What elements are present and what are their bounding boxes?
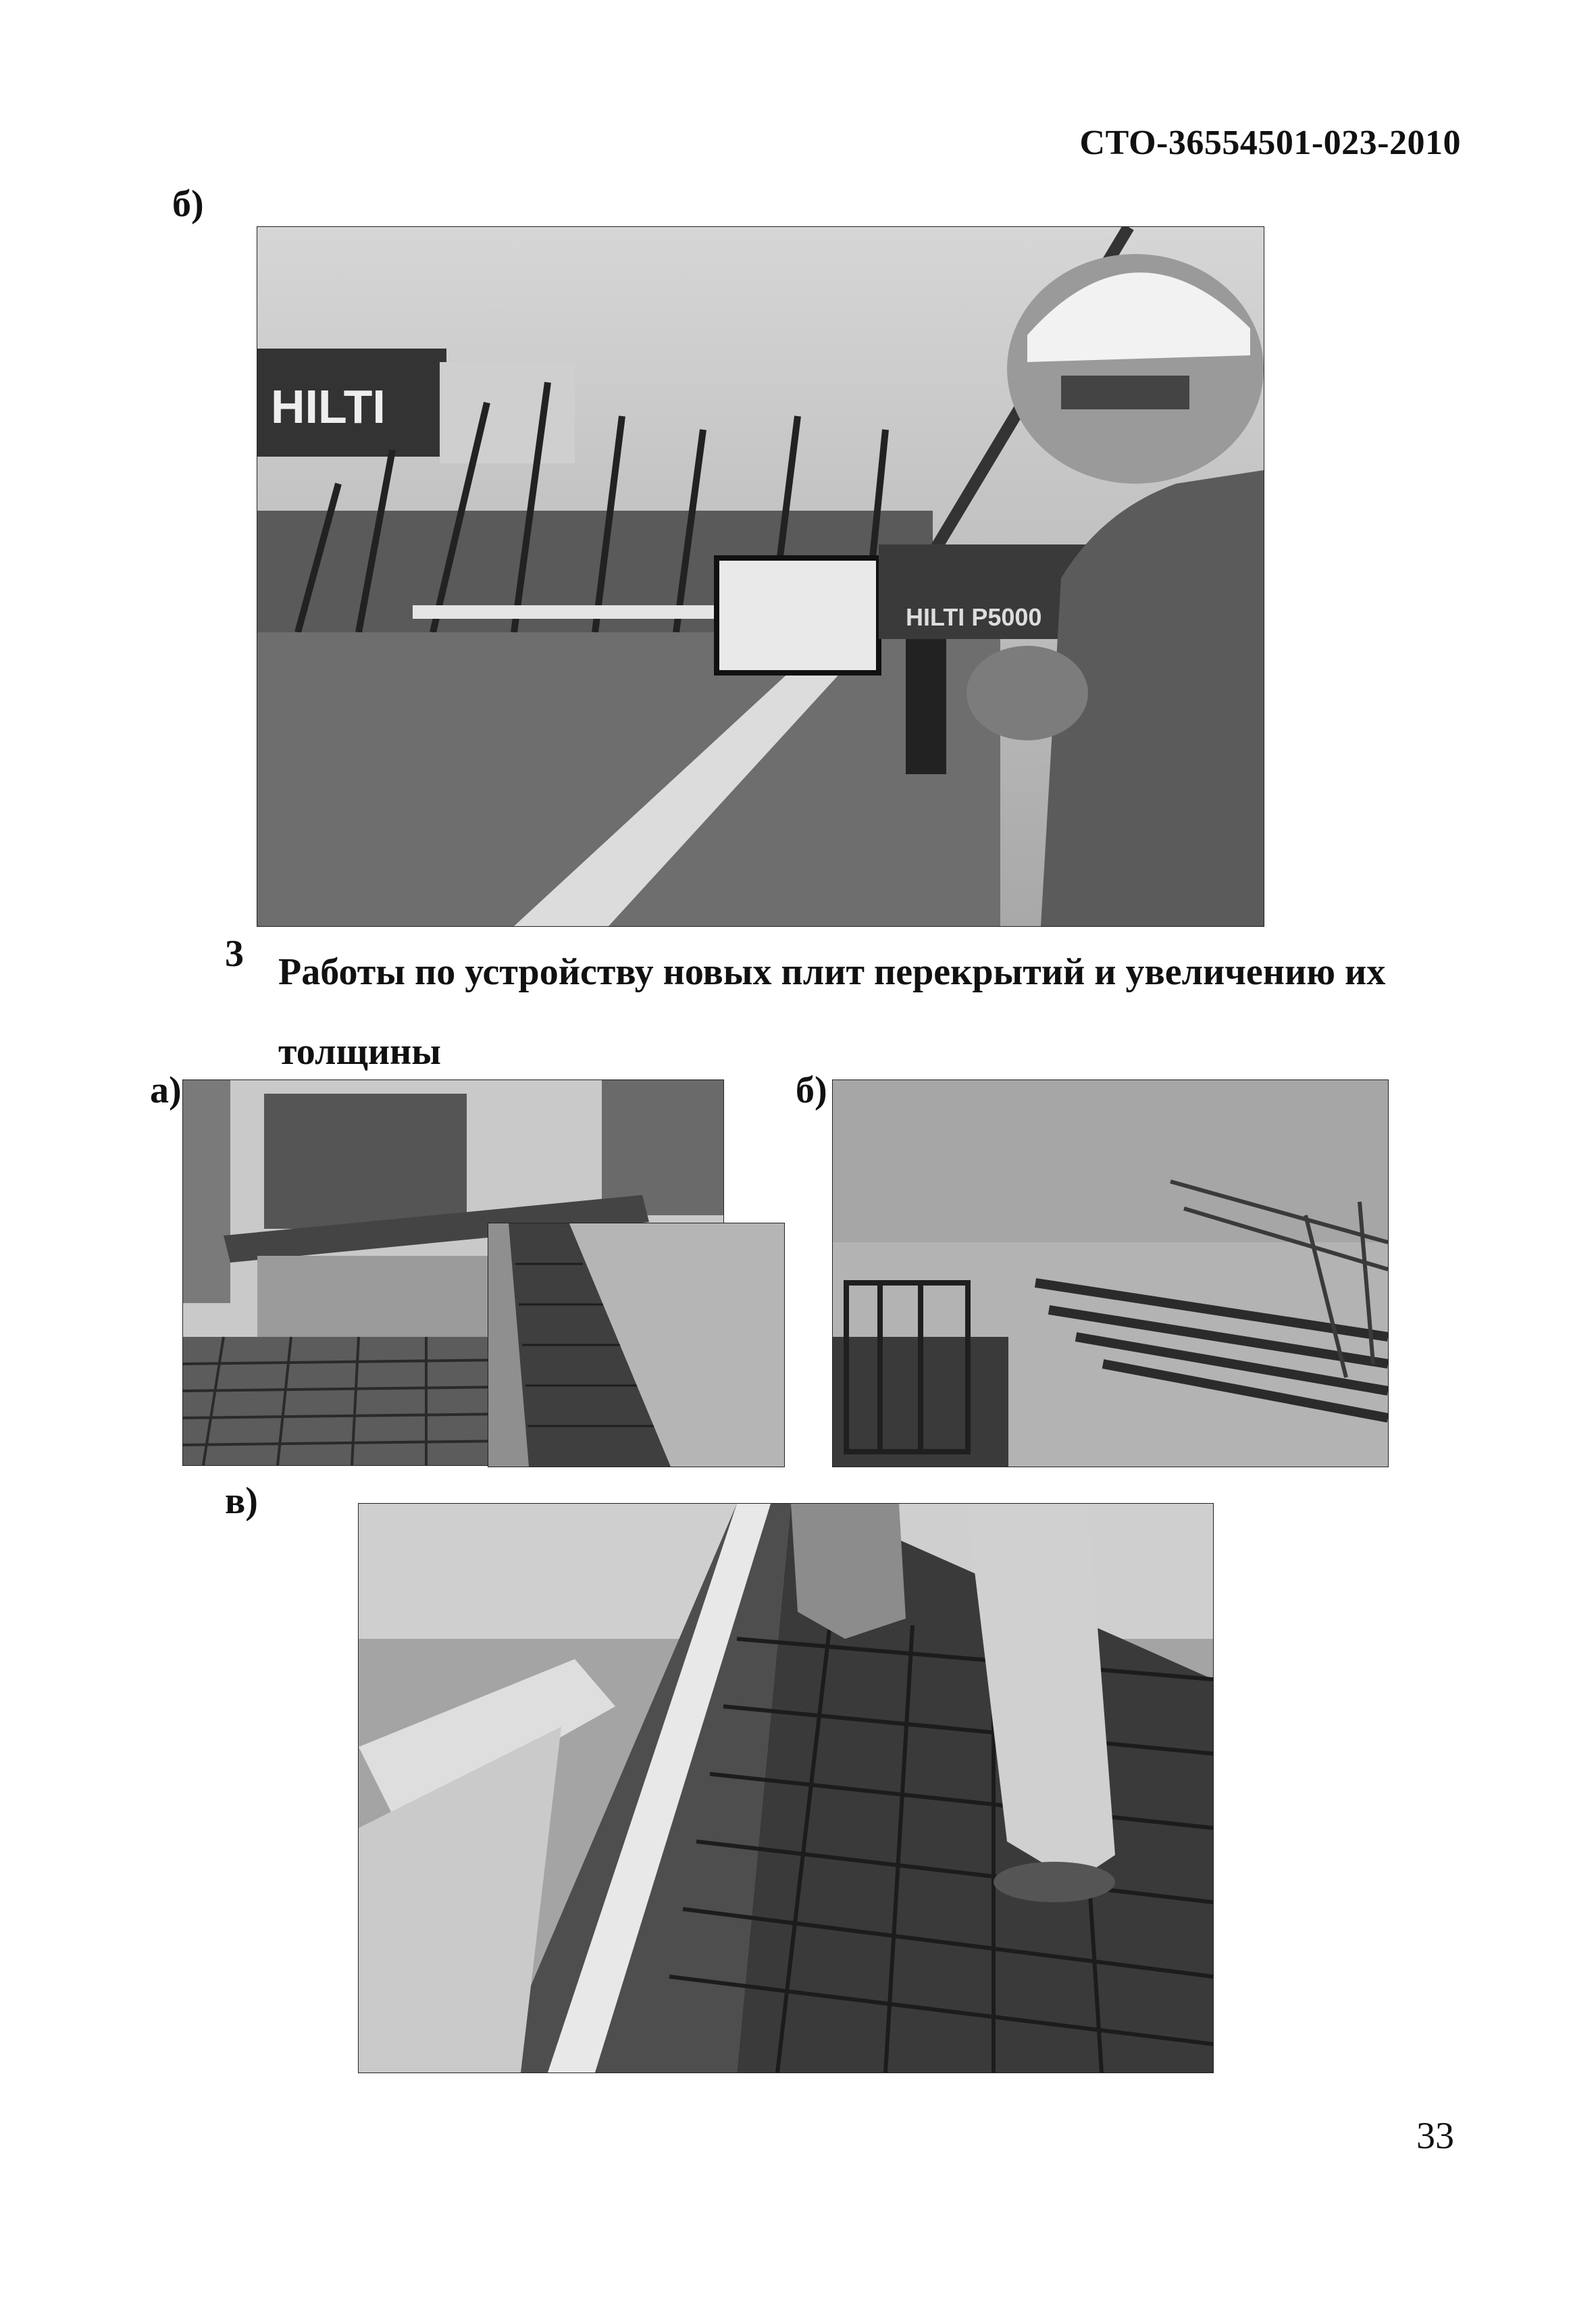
banner-logo-text: HILTI — [271, 380, 386, 433]
photo-rebar-anchorage — [832, 1079, 1389, 1467]
figure-label-a: а) — [150, 1069, 182, 1111]
tool-label-text: HILTI P5000 — [906, 603, 1042, 631]
figure-label-b: б) — [796, 1069, 827, 1111]
document-code: СТО-36554501-023-2010 — [1079, 124, 1461, 162]
page-number: 33 — [1416, 2115, 1454, 2157]
figure-label-v: в) — [225, 1480, 258, 1522]
figure-label-top-b: б) — [172, 183, 204, 225]
section-title: Работы по устройству новых плит перекрытий и увеличению их толщины — [278, 951, 1386, 1073]
section-number: 3 — [225, 933, 244, 975]
photo-rebar-grid-workers — [358, 1503, 1214, 2073]
photo-slab-formwork-inset — [488, 1223, 785, 1467]
photo-worker-drilling — [257, 226, 1264, 927]
